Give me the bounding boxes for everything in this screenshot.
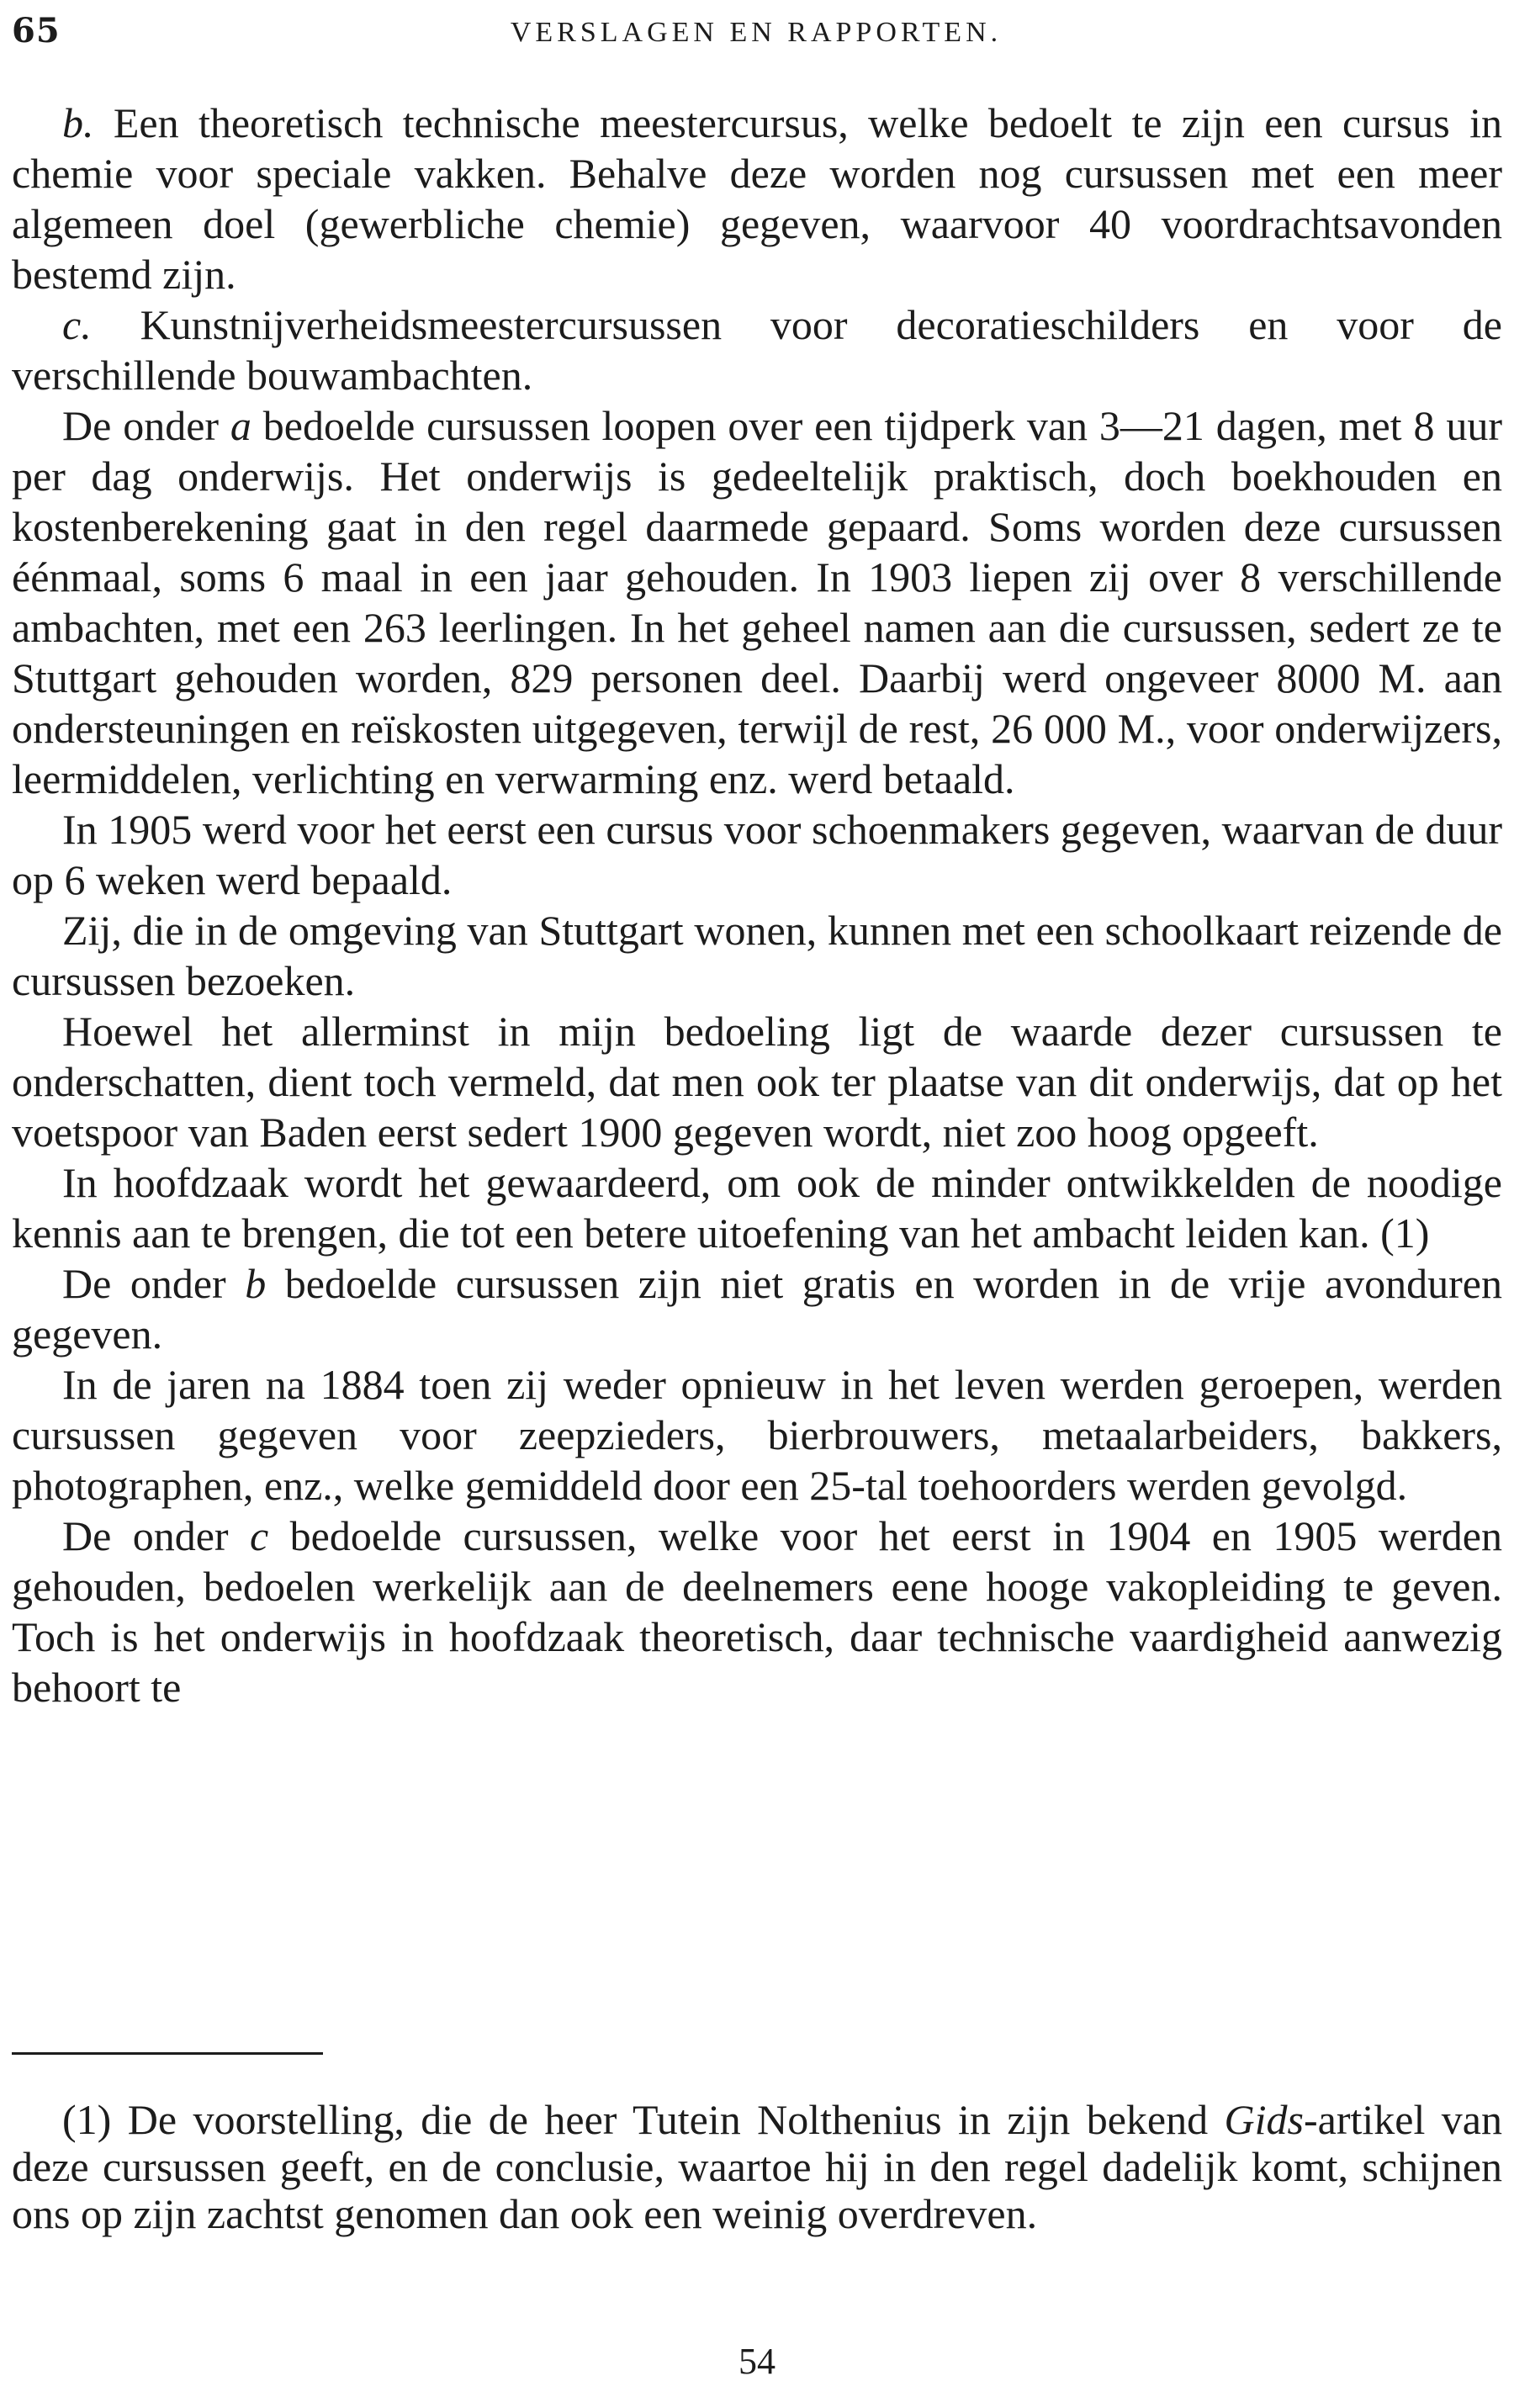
footnote: [12, 2096, 1502, 2237]
paragraph-b: [12, 98, 1502, 299]
paragraph-italic: b: [245, 1260, 267, 1307]
paragraph-italic: a: [230, 402, 251, 449]
paragraph: Hoewel het allerminst in mijn bedoeling ligt de waarde dezer cursussen te onderschatten, dient toch vermeld, dat men ook ter plaatse van dit onderwijs, dat op het voetspoor van Baden eerst sedert 1900 gegeven wordt, niet zoo hoog opgeeft.: [12, 1008, 1502, 1156]
page-header: [12, 7, 1501, 56]
paragraph-marker: b.: [62, 99, 94, 146]
paragraph-italic: c: [250, 1512, 269, 1559]
paragraph: In 1905 werd voor het eerst een cursus voor schoenmakers gegeven, waarvan de duur op 6 weken werd bepaald.: [12, 806, 1502, 903]
folio-number: 54: [738, 2341, 776, 2382]
paragraph-lead: De onder: [62, 1260, 246, 1307]
paragraph-text: Kunstnijverheidsmeestercursussen voor decoratieschilders en voor de verschillende bouwambachten.: [12, 301, 1502, 399]
footnote-italic: Gids: [1224, 2096, 1305, 2143]
page-number: 65: [12, 11, 61, 50]
paragraph-lead: De onder: [62, 402, 230, 449]
paragraph: In hoofdzaak wordt het gewaardeerd, om ook de minder ontwikkelden de noodige kennis aan te brengen, die tot een betere uitoefening van het ambacht leiden kan. (1): [12, 1159, 1502, 1257]
body-text: [12, 98, 1502, 1712]
paragraph: [12, 400, 1502, 804]
paragraph-c: [12, 299, 1502, 400]
paragraph: [12, 1511, 1502, 1712]
footnote-text: -artikel van deze cursussen geeft, en de conclusie, waartoe hij in den regel dadelijk komt, schijnen ons op zijn zachtst genomen dan ook een weinig overdreven.: [12, 2096, 1502, 2237]
paragraph-text: bedoelde cursussen, welke voor het eerst in 1904 en 1905 werden gehouden, bedoelen werkelijk aan de deelnemers eene hooge vakopleiding te geven. Toch is het onderwijs in hoofdzaak theoretisch, daar technische vaardigheid aanwezig behoort te: [12, 1512, 1502, 1711]
running-title: VERSLAGEN EN RAPPORTEN.: [510, 17, 1003, 48]
footnote-divider: [12, 2052, 323, 2055]
footnote-marker: (1): [62, 2096, 112, 2143]
paragraph-text: bedoelde cursussen zijn niet gratis en worden in de vrije avonduren gegeven.: [12, 1260, 1502, 1357]
paragraph-text: bedoelde cursussen loopen over een tijdperk van 3—21 dagen, met 8 uur per dag onderwijs. Het onderwijs is gedeeltelijk praktisch, doch boekhouden en kostenberekening gaat in den regel daarmede gepaard. Soms worden deze cursussen éénmaal, soms 6 maal in een jaar gehouden. In 1903 liepen zij over 8 verschillende ambachten, met een 263 leerlingen. In het geheel namen aan die cursussen, sedert ze te Stuttgart gehouden worden, 829 personen deel. Daarbij werd ongeveer 8000 M. aan ondersteuningen en reïskosten uitgegeven, terwijl de rest, 26 000 M., voor onderwijzers, leermiddelen, verlichting en verwarming enz. werd betaald.: [12, 402, 1502, 802]
paragraph: Zij, die in de omgeving van Stuttgart wonen, kunnen met een schoolkaart reizende de cursussen bezoeken.: [12, 907, 1502, 1004]
paragraph-text: Een theoretisch technische meestercursus, welke bedoelt te zijn een cursus in chemie voor speciale vakken. Behalve deze worden nog cursussen met een meer algemeen doel (gewerbliche chemie) gegeven, waarvoor 40 voordrachtsavonden bestemd zijn.: [12, 99, 1503, 298]
paragraph: In de jaren na 1884 toen zij weder opnieuw in het leven werden geroepen, werden cursussen gegeven voor zeepzieders, bierbrouwers, metaalarbeiders, bakkers, photographen, enz., welke gemiddeld door een 25-tal toehoorders werden gevolgd.: [12, 1361, 1502, 1509]
paragraph-marker: c.: [62, 301, 92, 348]
footnote-lead: De voorstelling, die de heer Tutein Nolthenius in zijn bekend: [127, 2096, 1225, 2143]
paragraph: [12, 1258, 1502, 1359]
paragraph-lead: De onder: [62, 1512, 250, 1559]
